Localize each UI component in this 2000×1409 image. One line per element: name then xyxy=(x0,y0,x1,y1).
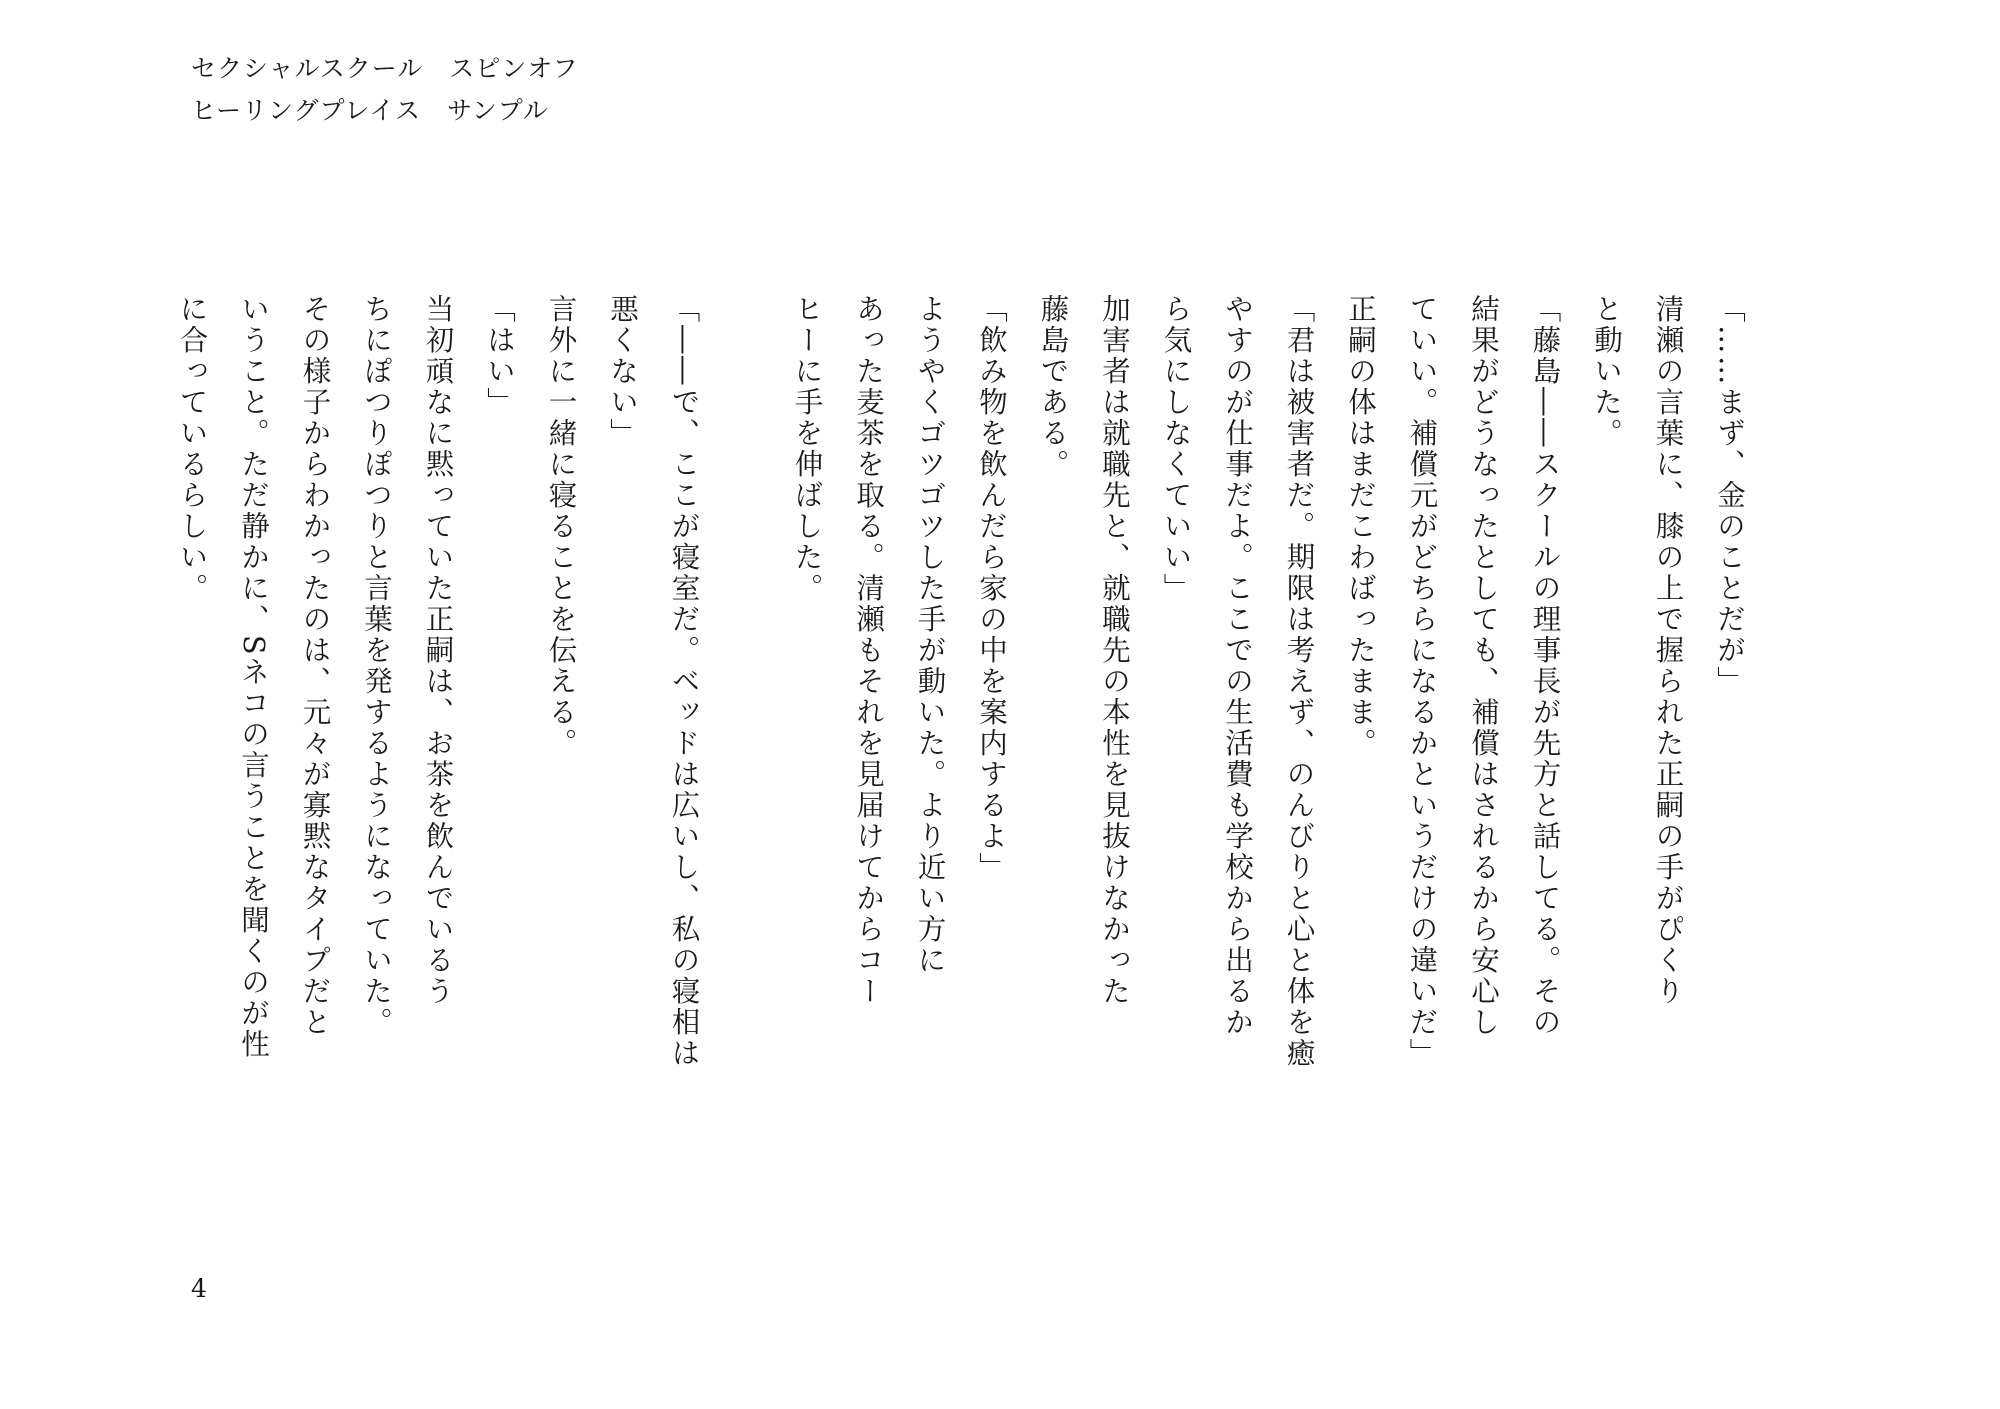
text-line: ようやくゴツゴツした手が動いた。より近い方に xyxy=(913,294,947,976)
text-line: やすのが仕事だよ。ここでの生活費も学校から出るか xyxy=(1221,294,1254,1038)
running-header xyxy=(191,48,579,132)
page-number: 4 xyxy=(191,1274,207,1303)
text-line: いうこと。ただ静かに、Sネコの言うことを聞くのが性 xyxy=(237,294,270,1061)
text-line: 言外に一緒に寝ることを伝える。 xyxy=(544,294,578,759)
text-line: 「君は被害者だ。期限は考えず、のんびりと心と体を癒 xyxy=(1282,294,1316,1069)
text-line: その様子からわかったのは、元々が寡黙なタイプだと xyxy=(298,294,332,1038)
text-line: 加害者は就職先と、就職先の本性を見抜けなかった xyxy=(1098,294,1131,1007)
text-line: 当初頑なに黙っていた正嗣は、お茶を飲んでいるう xyxy=(421,294,455,1007)
text-line: ていい。補償元がどちらになるかというだけの違いだ」 xyxy=(1405,294,1439,1069)
text-line: ヒーに手を伸ばした。 xyxy=(790,294,824,604)
header-series-title: セクシャルスクール スピンオフ xyxy=(191,54,579,83)
text-line: 正嗣の体はまだこわばったまま。 xyxy=(1344,294,1377,759)
text-line: 結果がどうなったとしても、補償はされるから安心し xyxy=(1467,294,1500,1038)
text-line: 「――で、ここが寝室だ。ベッドは広いし、私の寝相は xyxy=(667,294,701,1069)
text-line: ちにぽつりぽつりと言葉を発するようになっていた。 xyxy=(360,294,393,1038)
text-line: ら気にしなくていい」 xyxy=(1159,294,1193,604)
text-line: 「藤島――スクールの理事長が先方と話してる。その xyxy=(1528,294,1562,1038)
vertical-body-text xyxy=(161,294,1760,1134)
header-book-title: ヒーリングプレイス サンプル xyxy=(191,96,549,125)
text-line: 「はい」 xyxy=(483,294,516,418)
text-line: 「飲み物を飲んだら家の中を案内するよ」 xyxy=(975,294,1008,883)
text-line: 悪くない」 xyxy=(606,294,639,449)
text-line: 清瀬の言葉に、膝の上で握られた正嗣の手がぴくり xyxy=(1651,294,1685,1007)
text-line: 「……まず、金のことだが」 xyxy=(1713,294,1746,697)
text-line: あった麦茶を取る。清瀬もそれを見届けてからコー xyxy=(852,294,885,1007)
text-line: 藤島である。 xyxy=(1036,294,1070,480)
text-line: と動いた。 xyxy=(1590,294,1623,449)
text-line: に合っているらしい。 xyxy=(175,294,209,604)
